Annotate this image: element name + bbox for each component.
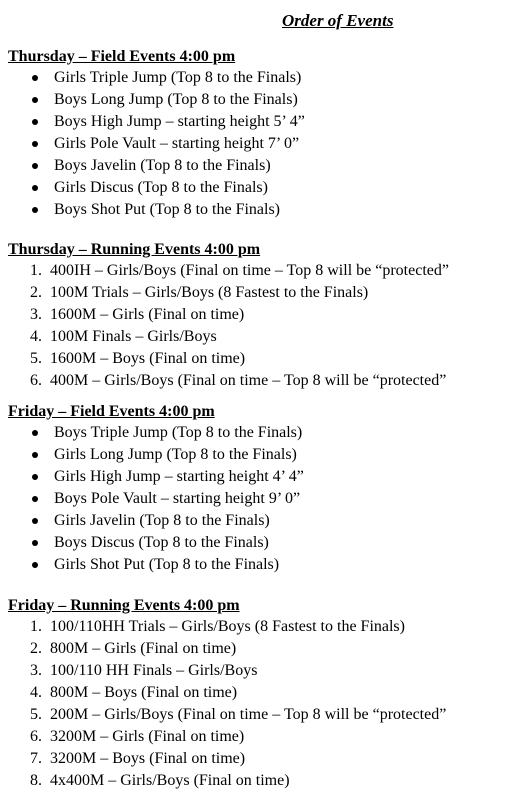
item-number: 2. xyxy=(30,640,42,657)
item-number: 1. xyxy=(30,618,42,635)
list-item: Boys Discus (Top 8 to the Finals) xyxy=(8,532,514,554)
list-item: 8. 4x400M – Girls/Boys (Final on time) xyxy=(8,770,514,792)
event-list xyxy=(8,616,514,792)
list-item: 3. 100/110 HH Finals – Girls/Boys xyxy=(8,660,514,682)
bullet-icon xyxy=(32,119,38,125)
bullet-icon xyxy=(32,141,38,147)
item-number: 4. xyxy=(30,684,42,701)
bullet-icon xyxy=(32,540,38,546)
section-heading: Thursday – Running Events 4:00 pm xyxy=(8,241,261,258)
item-number: 5. xyxy=(30,706,42,723)
item-number: 4. xyxy=(30,328,42,345)
bullet-icon xyxy=(32,452,38,458)
item-number: 7. xyxy=(30,750,42,767)
event-list xyxy=(8,67,514,221)
list-item: 4. 100M Finals – Girls/Boys xyxy=(8,326,514,348)
item-number: 3. xyxy=(30,662,42,679)
section-heading: Friday – Field Events 4:00 pm xyxy=(8,403,215,420)
bullet-icon xyxy=(32,207,38,213)
item-number: 5. xyxy=(30,350,42,367)
bullet-icon xyxy=(32,474,38,480)
item-number: 6. xyxy=(30,372,42,389)
list-item: Boys Pole Vault – starting height 9’ 0” xyxy=(8,488,514,510)
list-item: 1. 400IH – Girls/Boys (Final on time – Top 8 will be “protected” xyxy=(8,260,514,282)
page-title: Order of Events xyxy=(282,11,394,30)
section-thursday-field xyxy=(8,47,514,221)
section-heading: Friday – Running Events 4:00 pm xyxy=(8,597,240,614)
bullet-icon xyxy=(32,518,38,524)
event-list xyxy=(8,260,514,392)
list-item: 2. 800M – Girls (Final on time) xyxy=(8,638,514,660)
list-item: Girls Pole Vault – starting height 7’ 0” xyxy=(8,133,514,155)
section-heading: Thursday – Field Events 4:00 pm xyxy=(8,48,236,65)
list-item: Boys Long Jump (Top 8 to the Finals) xyxy=(8,89,514,111)
bullet-icon xyxy=(32,163,38,169)
list-item: 5. 200M – Girls/Boys (Final on time – Top 8 will be “protected” xyxy=(8,704,514,726)
list-item: Girls Long Jump (Top 8 to the Finals) xyxy=(8,444,514,466)
list-item: 5. 1600M – Boys (Final on time) xyxy=(8,348,514,370)
list-item: Boys Javelin (Top 8 to the Finals) xyxy=(8,155,514,177)
item-number: 1. xyxy=(30,262,42,279)
list-item: 6. 400M – Girls/Boys (Final on time – Top 8 will be “protected” xyxy=(8,370,514,392)
bullet-icon xyxy=(32,97,38,103)
bullet-icon xyxy=(32,185,38,191)
list-item: 6. 3200M – Girls (Final on time) xyxy=(8,726,514,748)
list-item: Girls Javelin (Top 8 to the Finals) xyxy=(8,510,514,532)
list-item: 7. 3200M – Boys (Final on time) xyxy=(8,748,514,770)
list-item: Boys Shot Put (Top 8 to the Finals) xyxy=(8,199,514,221)
list-item: Girls High Jump – starting height 4’ 4” xyxy=(8,466,514,488)
section-thursday-running xyxy=(8,240,514,392)
list-item: Girls Discus (Top 8 to the Finals) xyxy=(8,177,514,199)
bullet-icon xyxy=(32,496,38,502)
bullet-icon xyxy=(32,430,38,436)
list-item: 3. 1600M – Girls (Final on time) xyxy=(8,304,514,326)
list-item: Boys High Jump – starting height 5’ 4” xyxy=(8,111,514,133)
event-list xyxy=(8,422,514,576)
list-item: 2. 100M Trials – Girls/Boys (8 Fastest to the Finals) xyxy=(8,282,514,304)
item-number: 6. xyxy=(30,728,42,745)
list-item: Girls Shot Put (Top 8 to the Finals) xyxy=(8,554,514,576)
list-item: 4. 800M – Boys (Final on time) xyxy=(8,682,514,704)
item-number: 3. xyxy=(30,306,42,323)
item-number: 2. xyxy=(30,284,42,301)
bullet-icon xyxy=(32,562,38,568)
list-item: Girls Triple Jump (Top 8 to the Finals) xyxy=(8,67,514,89)
item-number: 8. xyxy=(30,772,42,789)
section-friday-running xyxy=(8,596,514,792)
bullet-icon xyxy=(32,75,38,81)
list-item: Boys Triple Jump (Top 8 to the Finals) xyxy=(8,422,514,444)
list-item: 1. 100/110HH Trials – Girls/Boys (8 Fastest to the Finals) xyxy=(8,616,514,638)
section-friday-field xyxy=(8,402,514,576)
